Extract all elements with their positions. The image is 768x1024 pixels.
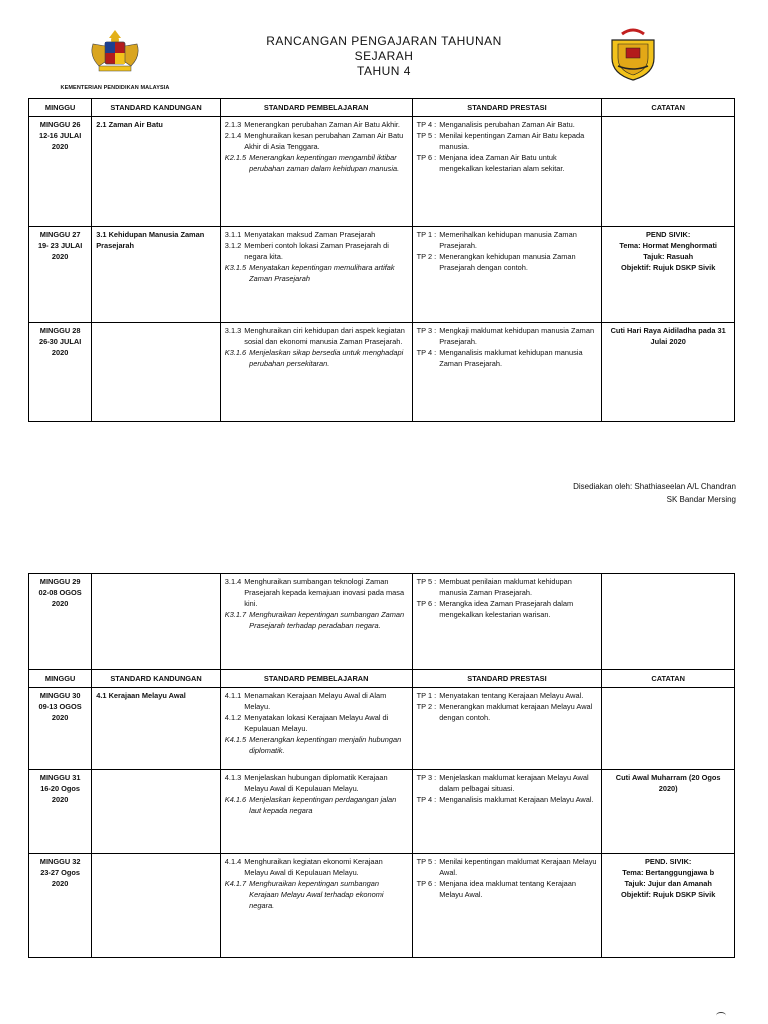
sp-text: Menjelaskan sikap bersedia untuk menghadapi perubahan persekitaran. <box>249 348 404 368</box>
header-catatan: CATATAN <box>602 670 735 688</box>
standard-kandungan-cell <box>92 323 221 422</box>
standard-prestasi-cell <box>412 323 602 422</box>
sp-text: Menghuraikan ciri kehidupan dari aspek kegiatan sosial dan ekonomi manusia Zaman Prasejarah. <box>244 326 405 346</box>
sp-text: Menjelaskan kepentingan perdagangan jalan laut kepada negara <box>249 795 397 815</box>
standard-kandungan-cell: 4.1 Kerajaan Melayu Awal <box>92 688 221 770</box>
header-standard-pembelajaran: STANDARD PEMBELAJARAN <box>220 670 412 688</box>
standard-pembelajaran-cell <box>220 117 412 227</box>
standard-pembelajaran-cell <box>220 770 412 854</box>
tp-text: Membuat penilaian maklumat kehidupan manusia Zaman Prasejarah. <box>439 577 572 597</box>
tp-text: Menerangkan maklumat kerajaan Melayu Awal dengan contoh. <box>439 702 593 722</box>
tp-code: TP 5 : <box>416 131 437 140</box>
sp-text: Menerangkan kepentingan mengambil iktibar perubahan zaman dalam kehidupan manusia. <box>249 153 400 173</box>
tp-text: Menganalisis maklumat kehidupan manusia Zaman Prasejarah. <box>439 348 583 368</box>
tp-code: TP 5 : <box>416 577 437 586</box>
sp-text: Menerangkan perubahan Zaman Air Batu Akhir. <box>244 120 400 129</box>
tp-text: Memerihalkan kehidupan manusia Zaman Prasejarah. <box>439 230 577 250</box>
standard-pembelajaran-cell <box>220 688 412 770</box>
header-standard-kandungan: STANDARD KANDUNGAN <box>92 99 221 117</box>
tp-text: Menilai kepentingan Zaman Air Batu kepada manusia. <box>439 131 585 151</box>
week-cell <box>29 323 92 422</box>
week-label: MINGGU 31 <box>39 773 81 782</box>
sp-code: 3.1.4 <box>224 577 242 586</box>
tp-code: TP 3 : <box>416 773 437 782</box>
tp-entry <box>417 229 598 251</box>
week-dates: 16-20 Ogos 2020 <box>40 784 81 804</box>
catatan-cell <box>602 117 735 227</box>
week-label: MINGGU 28 <box>39 326 81 335</box>
sp-entry <box>225 130 408 152</box>
tp-text: Menilai kepentingan maklumat Kerajaan Melayu Awal. <box>439 857 597 877</box>
tp-entry <box>417 701 598 723</box>
sp-code: 2.1.3 <box>224 120 242 129</box>
tp-text: Mengkaji maklumat kehidupan manusia Zaman Prasejarah. <box>439 326 595 346</box>
tp-text: Menjelaskan maklumat kerajaan Melayu Awal dalam pelbagai situasi. <box>439 773 589 793</box>
sp-entry <box>225 119 408 130</box>
tp-code: TP 4 : <box>416 348 437 357</box>
catatan-line: Objektif: Rujuk DSKP Sivik <box>621 890 716 899</box>
tp-text: Menganalisis perubahan Zaman Air Batu. <box>439 120 575 129</box>
header-standard-prestasi: STANDARD PRESTASI <box>412 99 602 117</box>
sp-text: Memberi contoh lokasi Zaman Prasejarah di negara kita. <box>244 241 389 261</box>
week-dates: 19- 23 JULAI 2020 <box>37 241 83 261</box>
week-cell <box>29 770 92 854</box>
catatan-line: Tajuk: Jujur dan Amanah <box>624 879 712 888</box>
document-title <box>200 34 568 79</box>
sp-text: Menyatakan kepentingan memulihara artifak Zaman Prasejarah <box>249 263 395 283</box>
header-standard-prestasi: STANDARD PRESTASI <box>412 670 602 688</box>
sp-entry <box>225 229 408 240</box>
sp-entry <box>225 878 408 911</box>
sp-code: 3.1.2 <box>224 241 242 250</box>
sp-code: 4.1.2 <box>224 713 242 722</box>
prepared-by-name: Disediakan oleh: Shathiaseelan A/L Chandran <box>573 482 736 491</box>
sp-entry <box>225 609 408 631</box>
tp-text: Menerangkan kehidupan manusia Zaman Prasejarah dengan contoh. <box>439 252 576 272</box>
standard-kandungan-cell: 3.1 Kehidupan Manusia Zaman Prasejarah <box>92 227 221 323</box>
tp-entry <box>417 772 598 794</box>
header-standard-pembelajaran: STANDARD PEMBELAJARAN <box>220 99 412 117</box>
table-row <box>29 854 735 958</box>
tp-code: TP 6 : <box>416 153 437 162</box>
title-line-3: TAHUN 4 <box>357 64 411 78</box>
week-label: MINGGU 32 <box>39 857 81 866</box>
tp-text: Menganalisis maklumat Kerajaan Melayu Awal. <box>439 795 594 804</box>
catatan-cell <box>602 854 735 958</box>
tp-entry <box>417 325 598 347</box>
standard-prestasi-cell <box>412 574 602 670</box>
coat-of-arms-icon <box>85 26 145 78</box>
tp-code: TP 1 : <box>416 691 437 700</box>
week-cell <box>29 688 92 770</box>
sp-entry <box>225 772 408 794</box>
standard-prestasi-cell <box>412 770 602 854</box>
tp-code: TP 5 : <box>416 857 437 866</box>
table-row <box>29 117 735 227</box>
tp-code: TP 4 : <box>416 795 437 804</box>
sp-code: K3.1.7 <box>224 610 247 619</box>
tp-code: TP 6 : <box>416 599 437 608</box>
table-row <box>29 574 735 670</box>
sp-code: 4.1.3 <box>224 773 242 782</box>
week-label: MINGGU 30 <box>39 691 81 700</box>
tp-entry <box>417 878 598 900</box>
catatan-line: Tajuk: Rasuah <box>643 252 694 261</box>
tp-code: TP 4 : <box>416 120 437 129</box>
catatan-line: PEND SIVIK: <box>645 230 691 239</box>
sp-code: 3.1.3 <box>224 326 242 335</box>
tp-code: TP 2 : <box>416 702 437 711</box>
catatan-cell <box>602 227 735 323</box>
plan-table-1 <box>28 98 735 422</box>
catatan-line: PEND. SIVIK: <box>644 857 692 866</box>
catatan-cell <box>602 688 735 770</box>
catatan-cell <box>602 770 735 854</box>
table-row <box>29 227 735 323</box>
sp-entry <box>225 576 408 609</box>
sp-code: K4.1.7 <box>224 879 247 888</box>
sp-entry <box>225 690 408 712</box>
tp-code: TP 1 : <box>416 230 437 239</box>
tp-entry <box>417 598 598 620</box>
tp-entry <box>417 794 598 805</box>
sp-entry <box>225 262 408 284</box>
sp-code: 4.1.4 <box>224 857 242 866</box>
tp-text: Menjana idea Zaman Air Batu untuk mengekalkan kelestarian alam sekitar. <box>439 153 565 173</box>
tp-code: TP 6 : <box>416 879 437 888</box>
ministry-caption: KEMENTERIAN PENDIDIKAN MALAYSIA <box>60 85 170 91</box>
tp-text: Menyatakan tentang Kerajaan Melayu Awal. <box>439 691 584 700</box>
tp-entry <box>417 347 598 369</box>
week-label: MINGGU 29 <box>39 577 81 586</box>
sp-text: Menyatakan maksud Zaman Prasejarah <box>244 230 376 239</box>
tp-entry <box>417 576 598 598</box>
catatan-line: Tema: Hormat Menghormati <box>619 241 717 250</box>
week-cell <box>29 854 92 958</box>
tp-entry <box>417 690 598 701</box>
standard-prestasi-cell <box>412 227 602 323</box>
sp-entry <box>225 347 408 369</box>
tp-entry <box>417 152 598 174</box>
week-cell <box>29 574 92 670</box>
week-dates: 23-27 Ogos 2020 <box>40 868 81 888</box>
week-cell <box>29 227 92 323</box>
week-dates: 12-16 JULAI 2020 <box>38 131 82 151</box>
standard-pembelajaran-cell <box>220 854 412 958</box>
table-row <box>29 688 735 770</box>
catatan-cell <box>602 323 735 422</box>
catatan-cell <box>602 574 735 670</box>
page-edge-mark <box>716 1012 726 1019</box>
tp-entry <box>417 130 598 152</box>
standard-pembelajaran-cell <box>220 574 412 670</box>
catatan-line: Objektif: Rujuk DSKP Sivik <box>621 263 716 272</box>
sp-entry <box>225 734 408 756</box>
sp-entry <box>225 856 408 878</box>
sp-code: 3.1.1 <box>224 230 242 239</box>
standard-kandungan-cell <box>92 770 221 854</box>
header-standard-kandungan: STANDARD KANDUNGAN <box>92 670 221 688</box>
standard-pembelajaran-cell <box>220 323 412 422</box>
sp-text: Menghuraikan kegiatan ekonomi Kerajaan Melayu Awal di Kepulauan Melayu. <box>244 857 383 877</box>
standard-pembelajaran-cell <box>220 227 412 323</box>
header-minggu: MINGGU <box>29 670 92 688</box>
week-dates: 02-08 OGOS 2020 <box>38 588 82 608</box>
sp-entry <box>225 712 408 734</box>
sp-text: Menyatakan lokasi Kerajaan Melayu Awal di Kepulauan Melayu. <box>244 713 389 733</box>
standard-prestasi-cell <box>412 117 602 227</box>
school-crest-icon <box>604 26 662 82</box>
tp-text: Menjana idea maklumat tentang Kerajaan Melayu Awal. <box>439 879 577 899</box>
school-logo <box>604 26 662 87</box>
prepared-by <box>573 480 736 506</box>
sp-text: Menghuraikan kesan perubahan Zaman Air Batu Akhir di Asia Tenggara. <box>244 131 404 151</box>
sp-code: K2.1.5 <box>224 153 247 162</box>
sp-entry <box>225 152 408 174</box>
title-line-2: SEJARAH <box>354 49 414 63</box>
plan-table-2 <box>28 573 735 958</box>
title-line-1: RANCANGAN PENGAJARAN TAHUNAN <box>266 34 502 48</box>
tp-code: TP 2 : <box>416 252 437 261</box>
sp-text: Menjelaskan hubungan diplomatik Kerajaan Melayu Awal di Kepulauan Melayu. <box>244 773 388 793</box>
week-cell <box>29 117 92 227</box>
sp-code: K4.1.5 <box>224 735 247 744</box>
table-header-row <box>29 99 735 117</box>
sp-code: 2.1.4 <box>224 131 242 140</box>
tp-entry <box>417 251 598 273</box>
week-dates: 26-30 JULAI 2020 <box>38 337 82 357</box>
week-label: MINGGU 27 <box>39 230 81 239</box>
sp-text: Menghuraikan sumbangan teknologi Zaman Prasejarah kepada kemajuan inovasi pada masa kini. <box>244 577 405 608</box>
sp-text: Menghuraikan kepentingan sumbangan Zaman Prasejarah terhadap peradaban negara. <box>249 610 405 630</box>
week-dates: 09-13 OGOS 2020 <box>38 702 82 722</box>
tp-text: Merangka idea Zaman Prasejarah dalam mengekalkan kelestarian warisan. <box>439 599 574 619</box>
sp-entry <box>225 794 408 816</box>
sp-text: Menerangkan kepentingan menjalin hubungan diplomatik. <box>249 735 402 755</box>
standard-prestasi-cell <box>412 688 602 770</box>
sp-text: Menamakan Kerajaan Melayu Awal di Alam Melayu. <box>244 691 387 711</box>
week-label: MINGGU 26 <box>39 120 81 129</box>
sp-code: K4.1.6 <box>224 795 247 804</box>
tp-code: TP 3 : <box>416 326 437 335</box>
sp-code: 4.1.1 <box>224 691 242 700</box>
table-row <box>29 770 735 854</box>
standard-kandungan-cell <box>92 574 221 670</box>
tp-entry <box>417 119 598 130</box>
table-header-row <box>29 670 735 688</box>
tp-entry <box>417 856 598 878</box>
header-catatan: CATATAN <box>602 99 735 117</box>
sp-entry <box>225 240 408 262</box>
catatan-line: Tema: Bertanggungjawa b <box>622 868 715 877</box>
catatan-line: Cuti Hari Raya Aidiladha pada 31 Julai 2020 <box>610 326 726 346</box>
ministry-logo <box>60 26 170 91</box>
prepared-by-school: SK Bandar Mersing <box>666 495 736 504</box>
header-minggu: MINGGU <box>29 99 92 117</box>
catatan-line: Cuti Awal Muharram (20 Ogos 2020) <box>615 773 721 793</box>
standard-kandungan-cell: 2.1 Zaman Air Batu <box>92 117 221 227</box>
table-row <box>29 323 735 422</box>
standard-prestasi-cell <box>412 854 602 958</box>
sp-code: K3.1.5 <box>224 263 247 272</box>
sp-text: Menghuraikan kepentingan sumbangan Kerajaan Melayu Awal terhadap ekonomi negara. <box>249 879 384 910</box>
sp-entry <box>225 325 408 347</box>
sp-code: K3.1.6 <box>224 348 247 357</box>
standard-kandungan-cell <box>92 854 221 958</box>
